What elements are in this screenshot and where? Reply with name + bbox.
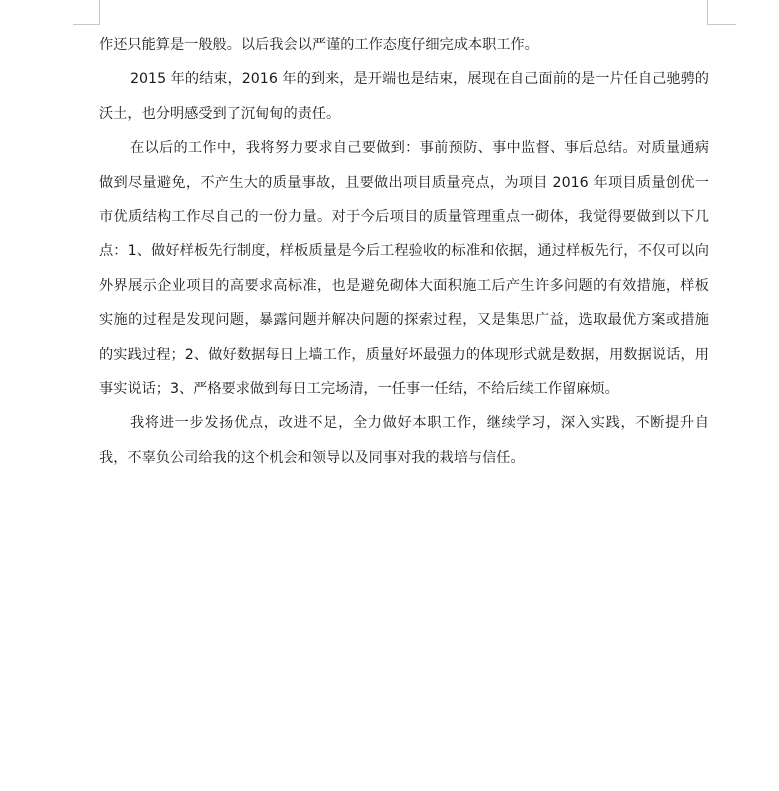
paragraph-quality-plan: 在以后的工作中，我将努力要求自己要做到：事前预防、事中监督、事后总结。对质量通病做到尽量避免，不产生大的质量事故，且要做出项目质量亮点，为项目 2016 年项目质量创优一市优质结构工作尽自己的一份力量。对于今后项目的质量管理重点一砌体，我觉得要做到以下几点：1、做好样板先行制度，样板质量是今后工程验收的标准和依据，通过样板先行，不仅可以向外界展示企业项目的高要求高标准，也是避免砌体大面积施工后产生许多问题的有效措施，样板实施的过程是发现问题，暴露问题并解决问题的探索过程，又是集思广益，选取最优方案或措施的实践过程；2、做好数据每日上墙工作，质量好坏最强力的体现形式就是数据，用数据说话，用事实说话；3、严格要求做到每日工完场清，一任事一任结，不给后续工作留麻烦。 xyxy=(99,140,709,398)
document-body[interactable] xyxy=(99,28,709,475)
paragraph-closing: 我将进一步发扬优点，改进不足，全力做好本职工作，继续学习，深入实践，不断提升自我，不辜负公司给我的这个机会和领导以及同事对我的栽培与信任。 xyxy=(99,415,709,466)
paragraph-continuation: 作还只能算是一般般。以后我会以严谨的工作态度仔细完成本职工作。 xyxy=(99,37,539,53)
paragraph-year-transition: 2015 年的结束，2016 年的到来，是开端也是结束，展现在自己面前的是一片任自己驰骋的沃土，也分明感受到了沉甸甸的责任。 xyxy=(99,71,709,122)
crop-mark-top-left xyxy=(73,0,100,25)
crop-mark-top-right xyxy=(707,0,736,25)
